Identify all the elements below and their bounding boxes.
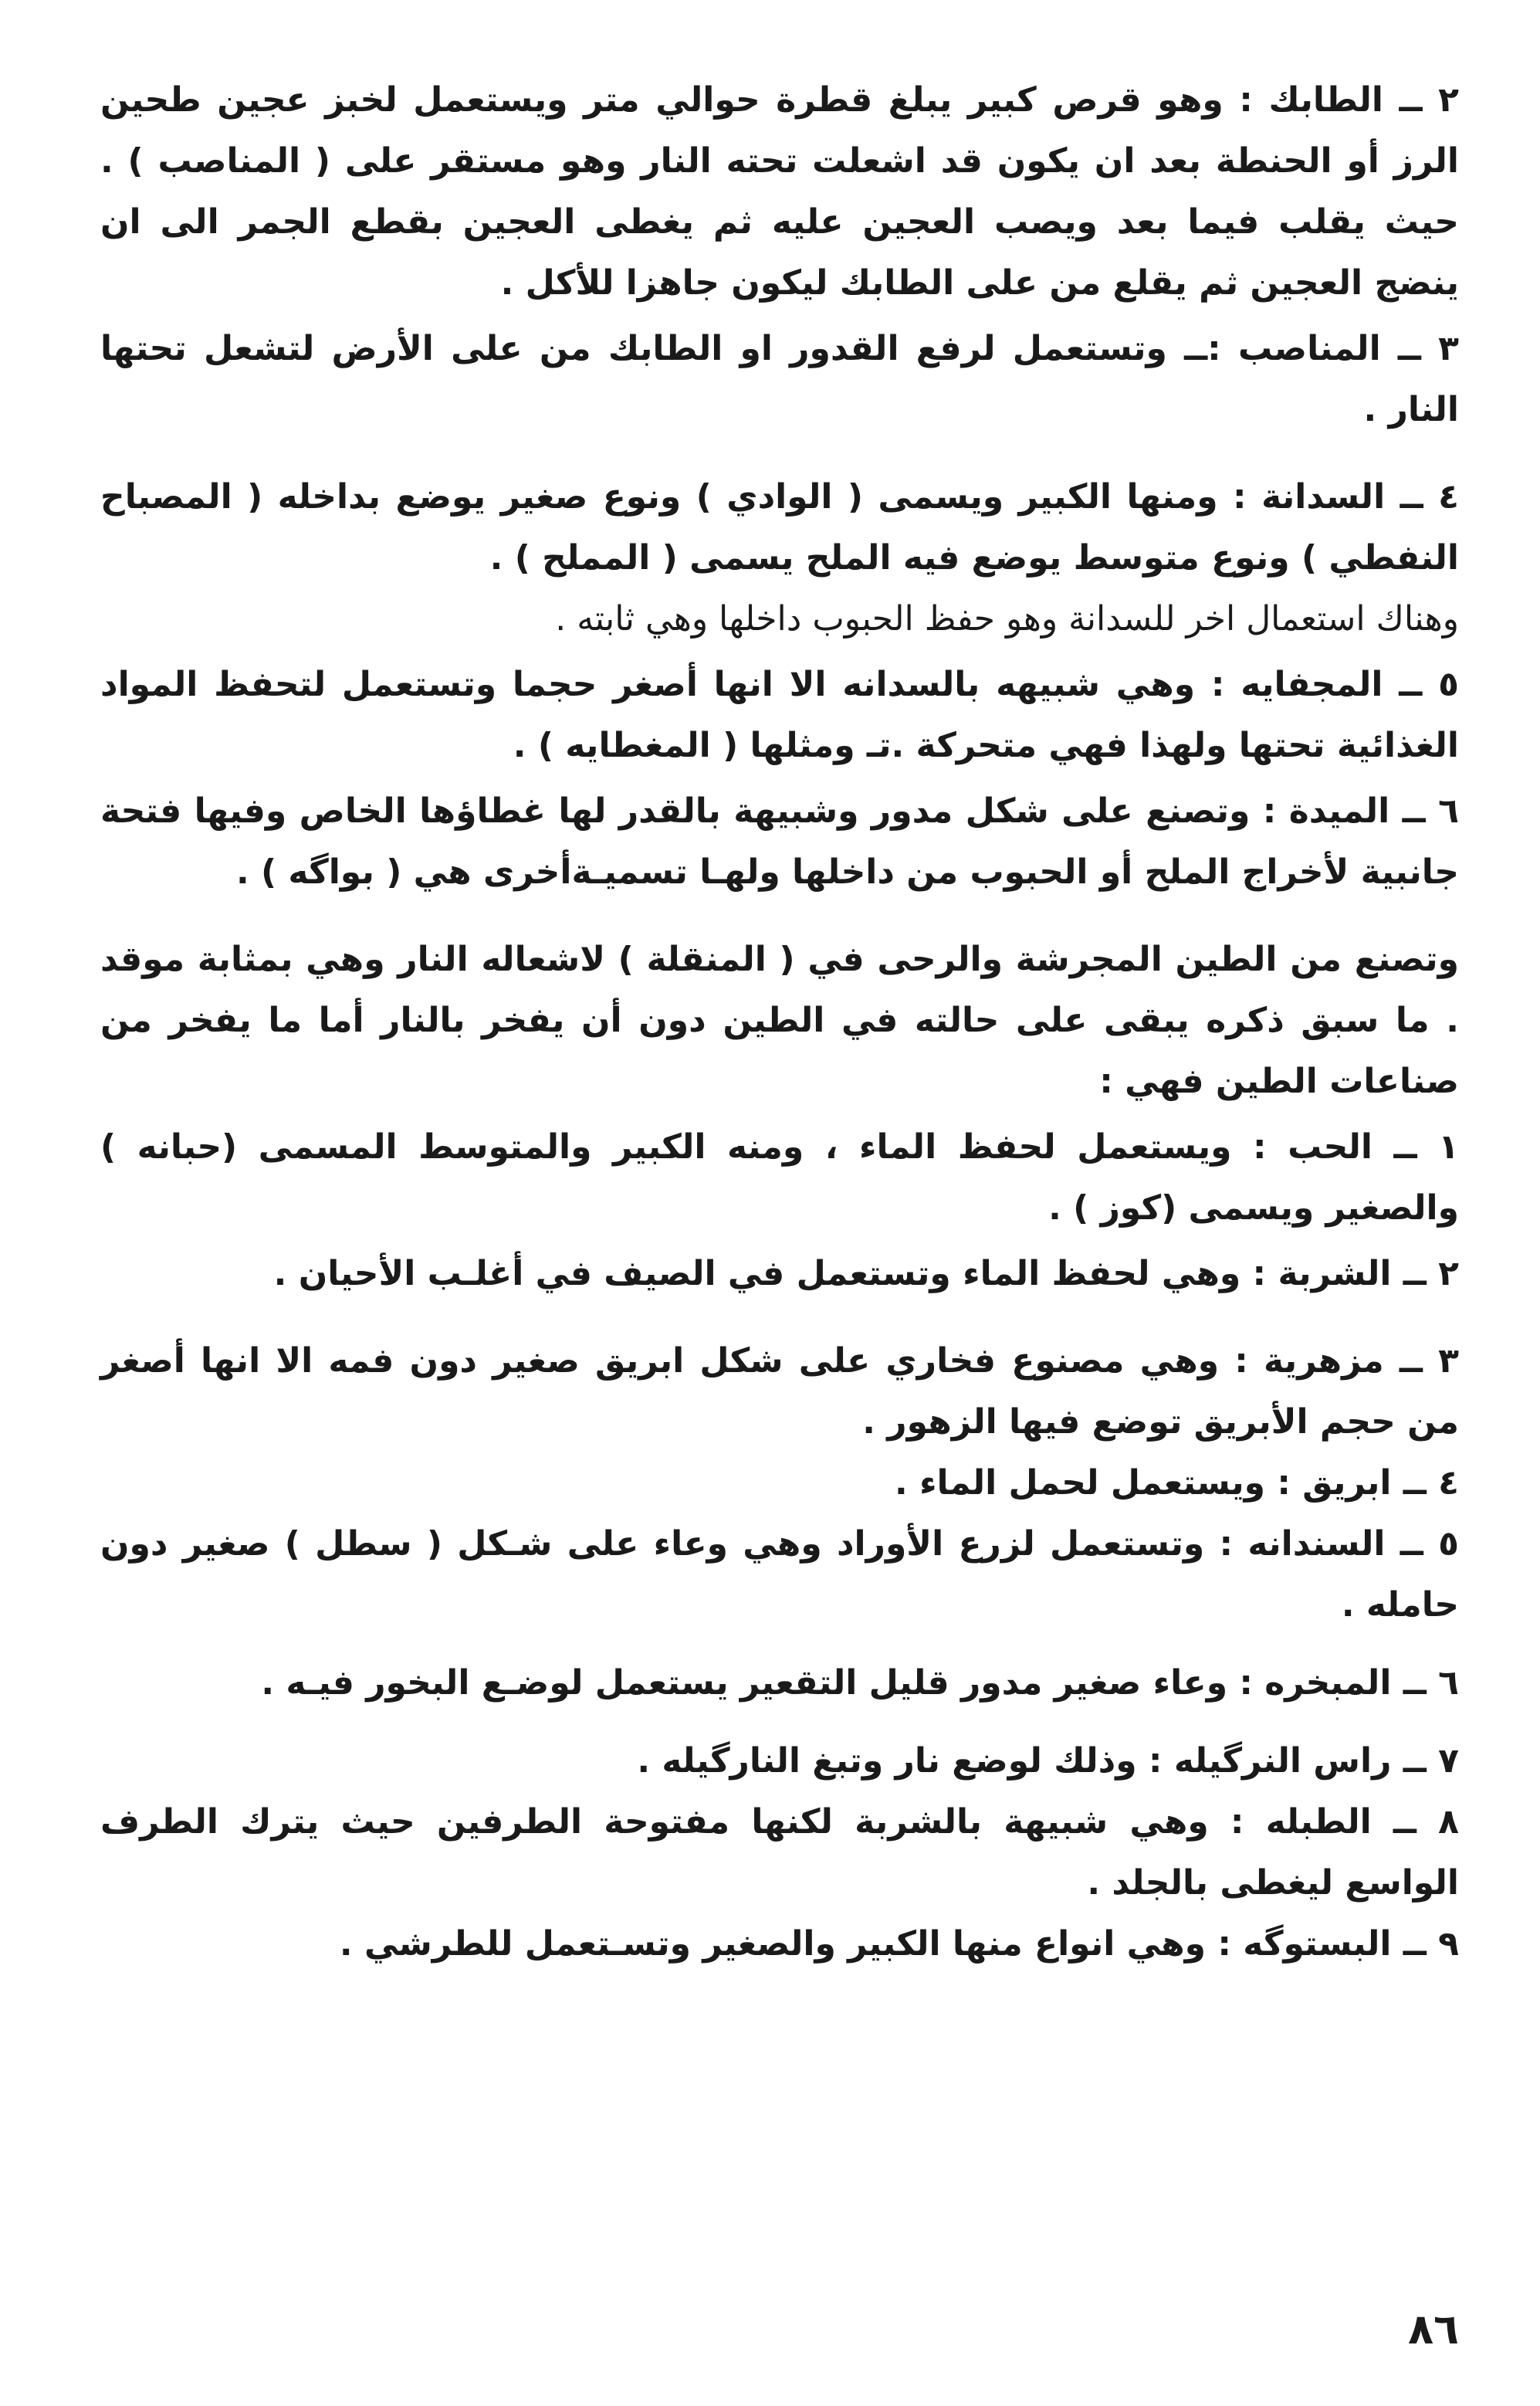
paragraph-mazhariya: ٣ ــ مزهرية : وهي مصنوع فخاري على شكل ابريق صغير دون فمه الا انها أصغر من حجم الأبريق توضع فيها الزهور .: [100, 1341, 1459, 1442]
paragraph-mibkhara: ٦ ــ المبخره : وعاء صغير مدور قليل التقعير يستعمل لوضـع البخور فيـه .: [261, 1663, 1459, 1703]
paragraph-sharba: ٢ ــ الشربة : وهي لحفظ الماء وتستعمل في الصيف في أغلـب الأحيان .: [273, 1254, 1459, 1293]
paragraph-ras-nargila: ٧ ــ راس النرگيله : وذلك لوضع نار وتبغ النارگيله .: [637, 1741, 1459, 1781]
paragraph-sidana-other-use: وهناك استعمال اخر للسدانة وهو حفظ الحبوب داخلها وهي ثابته .: [555, 599, 1459, 639]
paragraph-tabla: ٨ ــ الطبله : وهي شبيهة بالشربة لكنها مفتوحة الطرفين حيث يترك الطرف الواسع ليغطى بالجلد .: [100, 1802, 1459, 1903]
paragraph-sidana: ٤ ــ السدانة : ومنها الكبير ويسمى ( الوادي ) ونوع صغير يوضع بداخله ( المصباح النفطي ) ونوع متوسط يوضع فيه الملح يسمى ( المملح ) .: [100, 477, 1459, 578]
page-number: ٨٦: [1408, 2305, 1459, 2353]
paragraph-bastuga: ٩ ــ البستوگه : وهي انواع منها الكبير والصغير وتسـتعمل للطرشي .: [339, 1924, 1459, 1964]
paragraph-ibriq: ٤ ــ ابريق : ويستعمل لحمل الماء .: [895, 1463, 1459, 1503]
paragraph-manasib: ٣ ــ المناصب :ــ وتستعمل لرفع القدور او الطابك من على الأرض لتشعل تحتها النار .: [100, 329, 1459, 429]
paragraph-sindana: ٥ ــ السندانه : وتستعمل لزرع الأوراد وهي وعاء على شـكل ( سطل ) صغير دون حامله .: [100, 1524, 1459, 1625]
paragraph-mijfaya: ٥ ــ المجفايه : وهي شبيهه بالسدانه الا انها أصغر حجما وتستعمل لتحفظ المواد الغذائية تحتها ولهذا فهي متحركة .تـ ومثلها ( المغطايه ) .: [100, 665, 1459, 765]
paragraph-tabak: ٢ ــ الطابك : وهو قرص كبير يبلغ قطرة حوالي متر ويستعمل لخبز عجين طحين الرز أو الحنطة بعد ان يكون قد اشعلت تحته النار وهو مستقر على ( المناصب ) . حيث يقلب فيما بعد ويصب العجين عليه ثم يغطى العجين بقطع الجمر الى ان ينضج العجين ثم يقلع من على الطابك ليكون جاهزا للأكل .: [100, 80, 1459, 303]
paragraph-mayda: ٦ ــ الميدة : وتصنع على شكل مدور وشبيهة بالقدر لها غطاؤها الخاص وفيها فتحة جانبية لأخراج الملح أو الحبوب من داخلها ولهـا تسميـةأخرى هي ( بواگه ) .: [100, 791, 1459, 892]
paragraph-clay-intro: وتصنع من الطين المجرشة والرحى في ( المنقلة ) لاشعاله النار وهي بمثابة موقد . ما سبق ذكره يبقى على حالته في الطين دون أن يفخر بالنار أما ما يفخر من صناعات الطين فهي :: [100, 940, 1459, 1101]
document-page: [100, 69, 1459, 2355]
paragraph-hub: ١ ــ الحب : ويستعمل لحفظ الماء ، ومنه الكبير والمتوسط المسمى (حبانه ) والصغير ويسمى (كوز ) .: [100, 1127, 1459, 1228]
